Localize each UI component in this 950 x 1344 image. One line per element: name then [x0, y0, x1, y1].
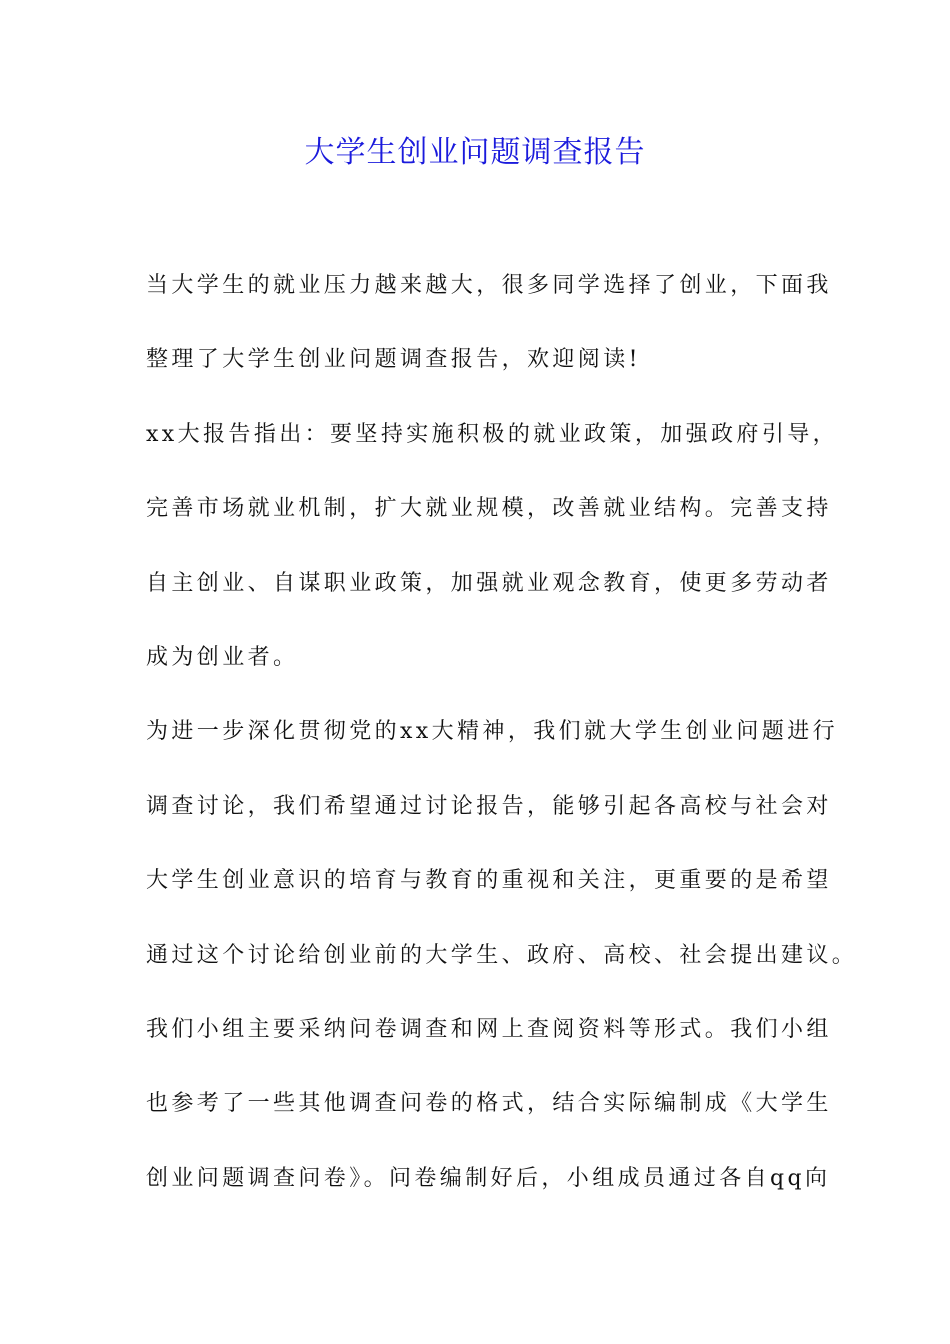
body-line: 创业问题调查问卷》。问卷编制好后，小组成员通过各自qq向 [146, 1165, 831, 1191]
body-line: 当大学生的就业压力越来越大，很多同学选择了创业，下面我 [146, 273, 832, 298]
body-line: 调查讨论，我们希望通过讨论报告，能够引起各高校与社会对 [146, 793, 832, 819]
body-line: 为进一步深化贯彻党的xx大精神，我们就大学生创业问题进行 [146, 719, 839, 745]
document-title: 大学生创业问题调查报告 [304, 135, 646, 170]
body-line: 大学生创业意识的培育与教育的重视和关注，更重要的是希望 [146, 868, 832, 894]
body-line: 我们小组主要采纳问卷调查和网上查阅资料等形式。我们小组 [146, 1016, 832, 1042]
body-line: xx大报告指出：要坚持实施积极的就业政策，加强政府引导， [146, 421, 839, 447]
document-body [146, 262, 858, 1229]
body-line: 整理了大学生创业问题调查报告，欢迎阅读! [146, 347, 641, 373]
body-line: 也参考了一些其他调查问卷的格式，结合实际编制成《大学生 [146, 1091, 832, 1117]
body-line: 成为创业者。 [146, 644, 299, 670]
body-line: 完善市场就业机制，扩大就业规模，改善就业结构。完善支持 [146, 496, 832, 522]
body-line: 通过这个讨论给创业前的大学生、政府、高校、社会提出建议。 [146, 942, 858, 968]
body-line: 自主创业、自谋职业政策，加强就业观念教育，使更多劳动者 [146, 570, 832, 596]
